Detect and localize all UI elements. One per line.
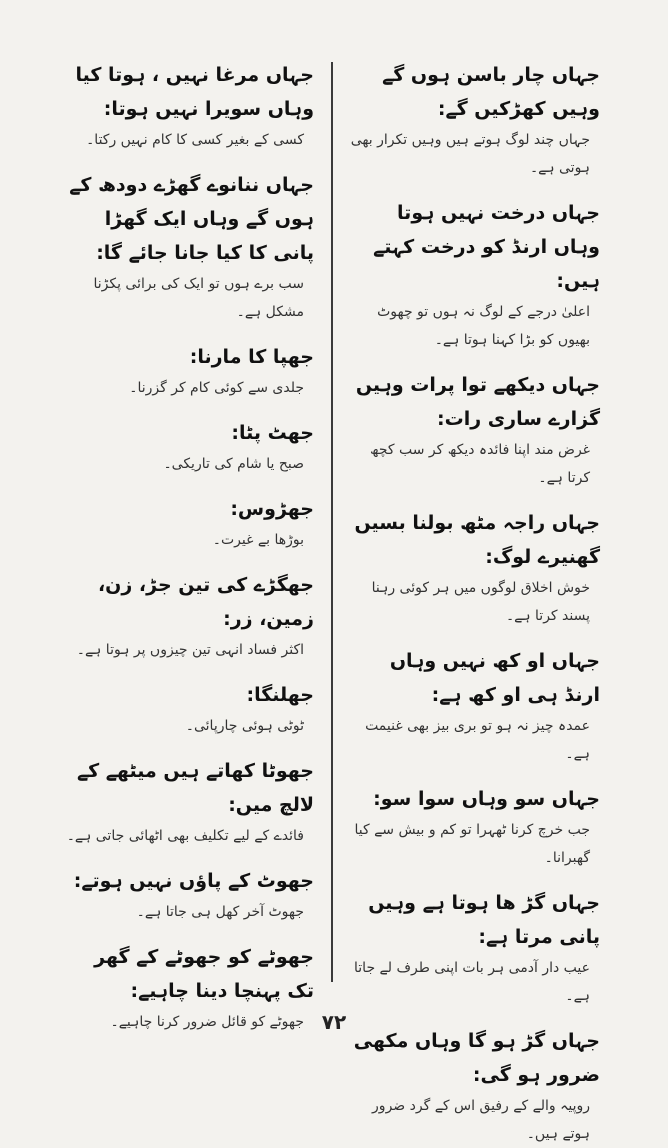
proverb-meaning: جہاں چند لوگ ہوتے ہیں وہیں تکرار بھی ہوتی ہے۔: [350, 132, 590, 176]
proverb-entry: [348, 506, 600, 630]
proverb-heading: جھپا کا مارنا:: [189, 346, 314, 368]
proverb-entry: [62, 754, 314, 850]
proverb-meaning: اعلیٰ درجے کے لوگ نہ ہوں تو چھوٹ بھیوں کو بڑا کہنا ہوتا ہے۔: [377, 304, 590, 348]
proverb-entry: [348, 644, 600, 768]
proverb-entry: [348, 1024, 600, 1148]
proverb-entry: [62, 168, 314, 326]
column-divider: [331, 62, 333, 982]
proverb-heading: جہاں او کھ نہیں وہاں ارنڈ ہی او کھ ہے:: [389, 650, 600, 706]
proverb-entry: [348, 58, 600, 182]
proverb-heading: جھوٹے کو جھوٹے کے گھر تک پہنچا دینا چاہیے:: [94, 946, 314, 1002]
proverb-meaning: اکثر فساد انہی تین چیزوں پر ہوتا ہے۔: [76, 642, 304, 658]
proverb-meaning: جھوٹ آخر کھل ہی جاتا ہے۔: [136, 904, 304, 920]
proverb-heading: جہاں سو وہاں سوا سو:: [373, 788, 600, 810]
proverb-heading: جھوٹ کے پاؤں نہیں ہوتے:: [73, 870, 314, 892]
proverb-meaning: جھوٹے کو قائل ضرور کرنا چاہیے۔: [110, 1014, 304, 1030]
page-number: ۷۲: [321, 1010, 347, 1034]
proverb-entry: [348, 196, 600, 354]
proverb-entry: [62, 340, 314, 402]
proverb-entry: [348, 886, 600, 1010]
proverb-heading: جہاں گڑ ھا ہوتا ہے وہیں پانی مرتا ہے:: [368, 892, 600, 948]
proverb-heading: جہاں گڑ ہو گا وہاں مکھی ضرور ہو گی:: [353, 1030, 600, 1086]
proverb-entry: [62, 492, 314, 554]
proverb-entry: [62, 678, 314, 740]
proverb-heading: جھوٹا کھاتے ہیں میٹھے کے لالچ میں:: [77, 760, 314, 816]
proverb-meaning: کسی کے بغیر کسی کا کام نہیں رکتا۔: [86, 132, 304, 148]
left-column: [62, 58, 314, 1030]
proverb-heading: جہاں درخت نہیں ہوتا وہاں ارنڈ کو درخت کہتے ہیں:: [373, 202, 600, 292]
proverb-heading: جہاں دیکھے توا پرات وہیں گزارے ساری رات:: [355, 374, 600, 430]
proverb-meaning: صبح یا شام کی تاریکی۔: [163, 456, 304, 472]
proverb-entry: [348, 782, 600, 872]
proverb-meaning: ٹوٹی ہوئی چارپائی۔: [185, 718, 304, 734]
proverb-heading: جہاں راجہ مٹھ بولنا بسیں گھنیرے لوگ:: [354, 512, 600, 568]
proverb-heading: جھٹ پٹا:: [231, 422, 314, 444]
proverb-meaning: خوش اخلاق لوگوں میں ہر کوئی رہنا پسند کرتا ہے۔: [371, 580, 590, 624]
proverb-meaning: سب برے ہوں تو ایک کی برائی پکڑنا مشکل ہے۔: [93, 276, 304, 320]
proverb-heading: جہاں مرغا نہیں ، ہوتا کیا وہاں سویرا نہیں ہوتا:: [75, 64, 314, 120]
proverb-heading: جھلنگا:: [246, 684, 314, 706]
proverb-meaning: فائدے کے لیے تکلیف بھی اٹھائی جاتی ہے۔: [66, 828, 304, 844]
proverb-heading: جھگڑے کی تین جڑ، زن، زمین، زر:: [97, 574, 314, 630]
proverb-meaning: عیب دار آدمی ہر بات اپنی طرف لے جاتا ہے۔: [354, 960, 590, 1004]
proverb-meaning: عمدہ چیز نہ ہو تو بری بیز بھی غنیمت ہے۔: [365, 718, 590, 762]
proverb-heading: جہاں چار باسن ہوں گے وہیں کھڑکیں گے:: [382, 64, 600, 120]
right-column: [348, 58, 600, 1142]
proverb-meaning: جب خرچ کرنا ٹھہرا تو کم و بیش سے کیا گھبرانا۔: [354, 822, 590, 866]
proverb-meaning: بوڑھا بے غیرت۔: [212, 532, 304, 548]
proverb-entry: [62, 864, 314, 926]
proverb-meaning: جلدی سے کوئی کام کر گزرنا۔: [129, 380, 304, 396]
proverb-heading: جہاں ننانوے گھڑے دودھ کے ہوں گے وہاں ایک گھڑا پانی کا کیا جانا جائے گا:: [69, 174, 314, 264]
proverb-entry: [62, 568, 314, 664]
proverb-entry: [62, 416, 314, 478]
proverb-entry: [62, 58, 314, 154]
proverb-meaning: غرض مند اپنا فائدہ دیکھ کر سب کچھ کرتا ہے۔: [369, 442, 590, 486]
proverb-entry: [348, 368, 600, 492]
proverb-heading: جھڑوس:: [230, 498, 314, 520]
proverb-meaning: روپیہ والے کے رفیق اس کے گرد ضرور ہوتے ہیں۔: [372, 1098, 590, 1142]
